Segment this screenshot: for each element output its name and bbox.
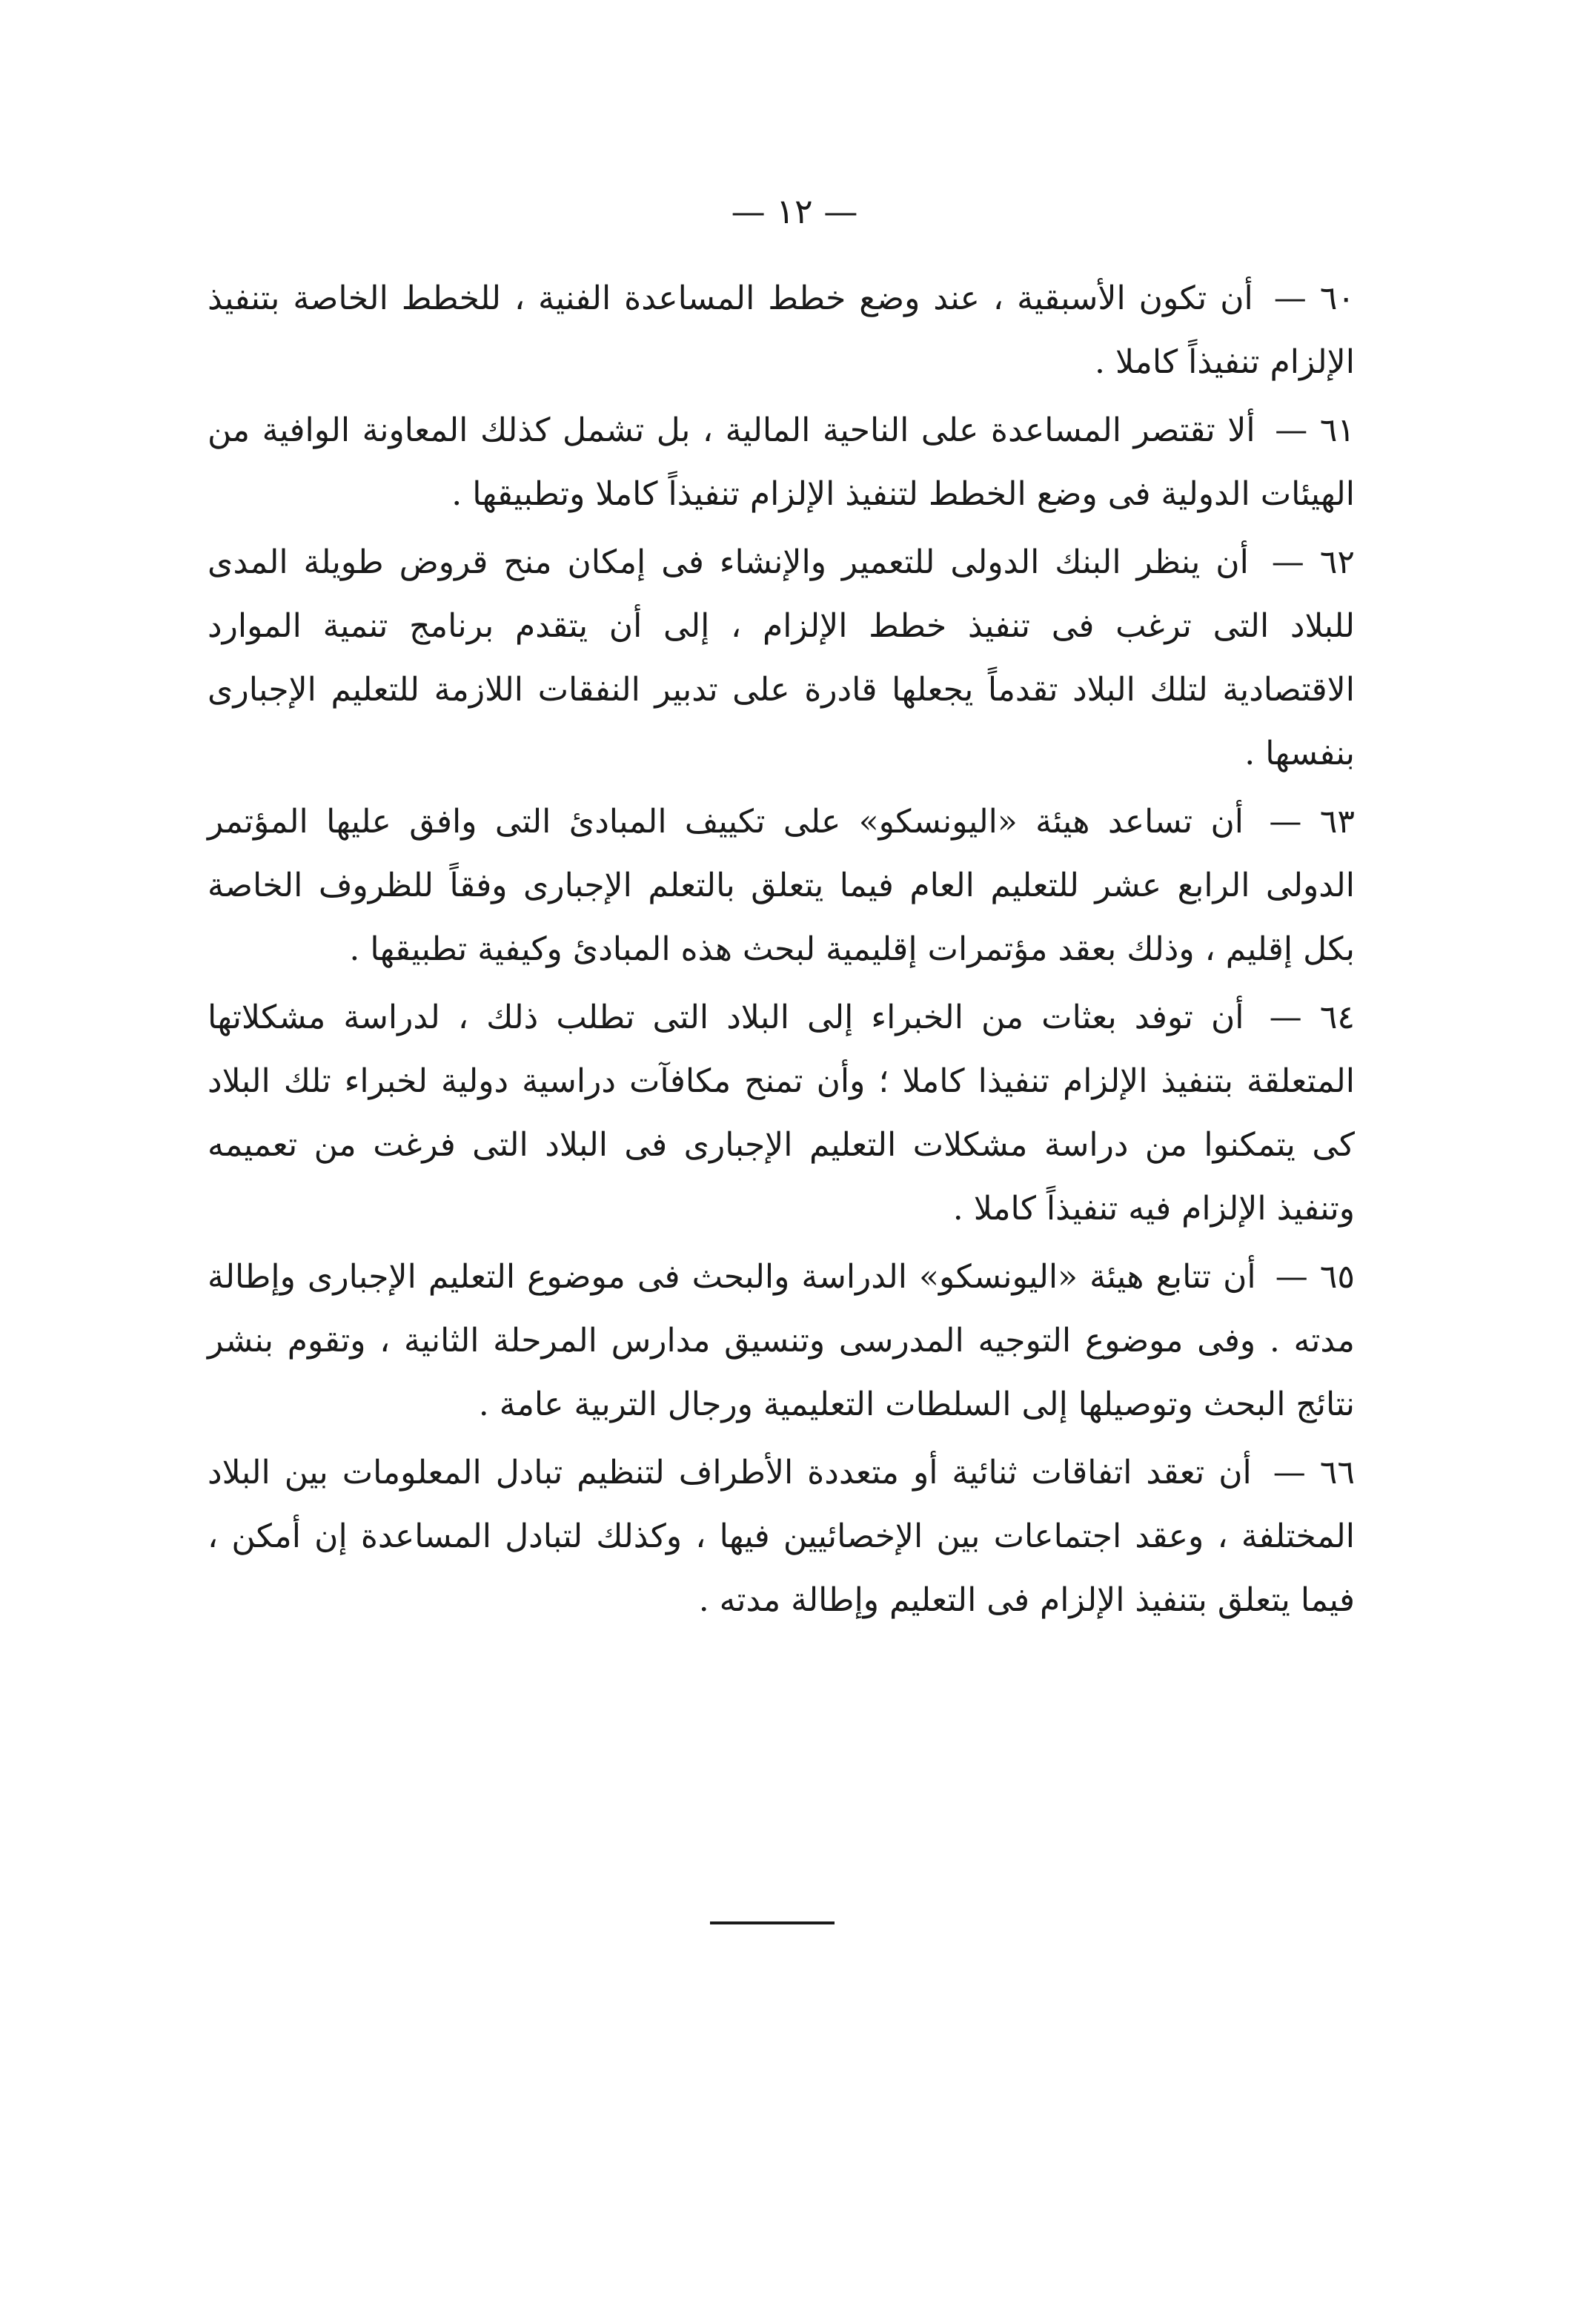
paragraph-text: أن تساعد هيئة «اليونسكو» على تكييف المبادئ التى وافق عليها المؤتمر الدولى الرابع عشر للتعليم العام فيما يتعلق بالتعلم الإجبارى وفقاً للظروف الخاصة بكل إقليم ، وذلك بعقد مؤتمرات إقليمية لبحث هذه المبادئ وكيفية تطبيقها . xyxy=(208,803,1355,968)
paragraph-number: ٦٦ — xyxy=(1273,1454,1355,1492)
end-rule-divider xyxy=(710,1921,835,1924)
paragraph-63 xyxy=(208,790,1355,981)
paragraph-number: ٦٠ — xyxy=(1273,279,1355,317)
paragraph-text: أن تكون الأسبقية ، عند وضع خطط المساعدة الفنية ، للخطط الخاصة بتنفيذ الإلزام تنفيذاً كاملا . xyxy=(208,279,1355,381)
paragraph-text: أن ينظر البنك الدولى للتعمير والإنشاء فى إمكان منح قروض طويلة المدى للبلاد التى ترغب فى تنفيذ خطط الإلزام ، إلى أن يتقدم برنامج تنمية الموارد الاقتصادية لتلك البلاد تقدماً يجعلها قادرة على تدبير النفقات اللازمة للتعليم الإجبارى بنفسها . xyxy=(208,543,1355,772)
paragraph-64 xyxy=(208,986,1355,1241)
paragraph-text: ألا تقتصر المساعدة على الناحية المالية ، بل تشمل كذلك المعاونة الوافية من الهيئات الدولية فى وضع الخطط لتنفيذ الإلزام تنفيذاً كاملا وتطبيقها . xyxy=(208,411,1355,513)
paragraph-text: أن توفد بعثات من الخبراء إلى البلاد التى تطلب ذلك ، لدراسة مشكلاتها المتعلقة بتنفيذ الإلزام تنفيذا كاملا ؛ وأن تمنح مكافآت دراسية دولية لخبراء تلك البلاد كى يتمكنوا من دراسة مشكلات التعليم الإجبارى فى البلاد التى فرغت من تعميمه وتنفيذ الإلزام فيه تنفيذاً كاملا . xyxy=(208,999,1355,1228)
paragraph-66 xyxy=(208,1441,1355,1632)
paragraph-60 xyxy=(208,267,1355,394)
paragraph-number: ٦٤ — xyxy=(1269,999,1355,1036)
paragraph-number: ٦٣ — xyxy=(1269,803,1355,841)
paragraph-text: أن تعقد اتفاقات ثنائية أو متعددة الأطراف لتنظيم تبادل المعلومات بين البلاد المختلفة ، وعقد اجتماعات بين الإخصائيين فيها ، وكذلك لتبادل المساعدة إن أمكن ، فيما يتعلق بتنفيذ الإلزام فى التعليم وإطالة مدته . xyxy=(208,1454,1355,1619)
paragraph-number: ٦٥ — xyxy=(1275,1258,1355,1296)
paragraph-number: ٦٢ — xyxy=(1271,543,1355,581)
page-number: — ١٢ — xyxy=(731,191,858,231)
paragraph-text: أن تتابع هيئة «اليونسكو» الدراسة والبحث فى موضوع التعليم الإجبارى وإطالة مدته . وفى موضوع التوجيه المدرسى وتنسيق مدارس المرحلة الثانية ، وتقوم بنشر نتائج البحث وتوصيلها إلى السلطات التعليمية ورجال التربية عامة . xyxy=(208,1258,1355,1423)
paragraph-65 xyxy=(208,1245,1355,1437)
paragraph-62 xyxy=(208,531,1355,786)
paragraph-61 xyxy=(208,399,1355,526)
body-text xyxy=(208,267,1355,1637)
paragraph-number: ٦١ — xyxy=(1275,411,1355,449)
